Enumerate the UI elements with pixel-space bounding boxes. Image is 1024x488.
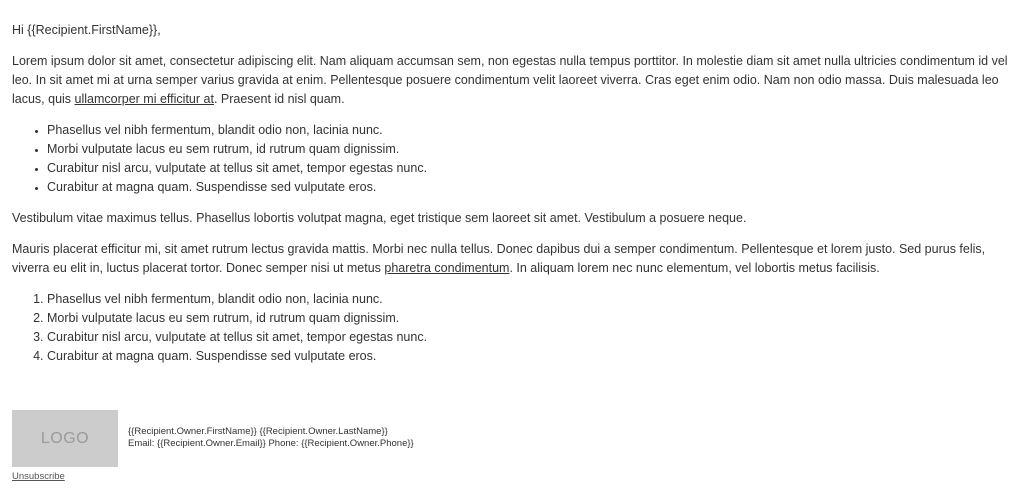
signature-contact: Email: {{Recipient.Owner.Email}} Phone: {{Recipient.Owner.Phone}} xyxy=(128,437,414,449)
numbered-list-item: 3. Curabitur nisl arcu, vulputate at tellus sit amet, tempor egestas nunc. xyxy=(47,328,1012,347)
paragraph-intro xyxy=(12,52,1012,109)
logo-placeholder xyxy=(12,410,118,467)
bullet-list-item: • Morbi vulputate lacus eu sem rutrum, id rutrum quam dignissim. xyxy=(47,140,1012,159)
numbered-list-item: 4. Curabitur at magna quam. Suspendisse sed vulputate eros. xyxy=(47,347,1012,366)
bullet-list-item: • Phasellus vel nibh fermentum, blandit odio non, lacinia nunc. xyxy=(47,121,1012,140)
paragraph-mauris xyxy=(12,240,1012,278)
bullet-list-item: • Curabitur at magna quam. Suspendisse sed vulputate eros. xyxy=(47,178,1012,197)
signature-name: {{Recipient.Owner.FirstName}} {{Recipient.Owner.LastName}} xyxy=(128,425,388,437)
bullet-list xyxy=(12,121,1012,197)
paragraph-mauris-text: Mauris placerat efficitur mi, sit amet rutrum lectus gravida mattis. Morbi nec nulla tellus. Donec dapibus dui a semper condimentum. Pellentesque et lorem justo. Sed purus felis, viverra eu elit in, luctus placerat tortor. Donec semper nisi ut metus xyxy=(12,242,986,275)
inline-link-pharetra[interactable]: pharetra condimentum xyxy=(384,261,510,275)
signature-details xyxy=(128,426,414,450)
numbered-list-item: 2. Morbi vulputate lacus eu sem rutrum, id rutrum quam dignissim. xyxy=(47,309,1012,328)
inline-link-ullamcorper[interactable]: ullamcorper mi efficitur at xyxy=(74,92,214,106)
paragraph-vestibulum: Vestibulum vitae maximus tellus. Phasellus lobortis volutpat magna, eget tristique sem laoreet sit amet. Vestibulum a posuere neque. xyxy=(12,211,747,225)
numbered-list-item: 1. Phasellus vel nibh fermentum, blandit odio non, lacinia nunc. xyxy=(47,290,1012,309)
signature-block xyxy=(12,410,414,467)
paragraph-intro-text: Lorem ipsum dolor sit amet, consectetur adipiscing elit. Nam aliquam accumsan sem, non egestas nulla tempus porttitor. In molestie diam sit amet nulla ultricies condimentum id vel leo. In sit amet mi at urna semper varius gravida at enim. Pellentesque posuere condimentum velit laoreet viverra. Cras eget enim odio. Nam non odio massa. Duis malesuada leo lacus, quis xyxy=(12,54,1008,106)
bullet-list-item: • Curabitur nisl arcu, vulputate at tellus sit amet, tempor egestas nunc. xyxy=(47,159,1012,178)
greeting: Hi {{Recipient.FirstName}}, xyxy=(12,23,161,37)
logo-text: LOGO xyxy=(40,430,90,447)
paragraph-intro-text-end: . Praesent id nisl quam. xyxy=(213,92,345,106)
unsubscribe-link[interactable]: Unsubscribe xyxy=(12,471,65,482)
paragraph-mauris-text-end: . In aliquam lorem nec nunc elementum, vel lobortis metus facilisis. xyxy=(509,261,880,275)
numbered-list xyxy=(12,290,1012,366)
